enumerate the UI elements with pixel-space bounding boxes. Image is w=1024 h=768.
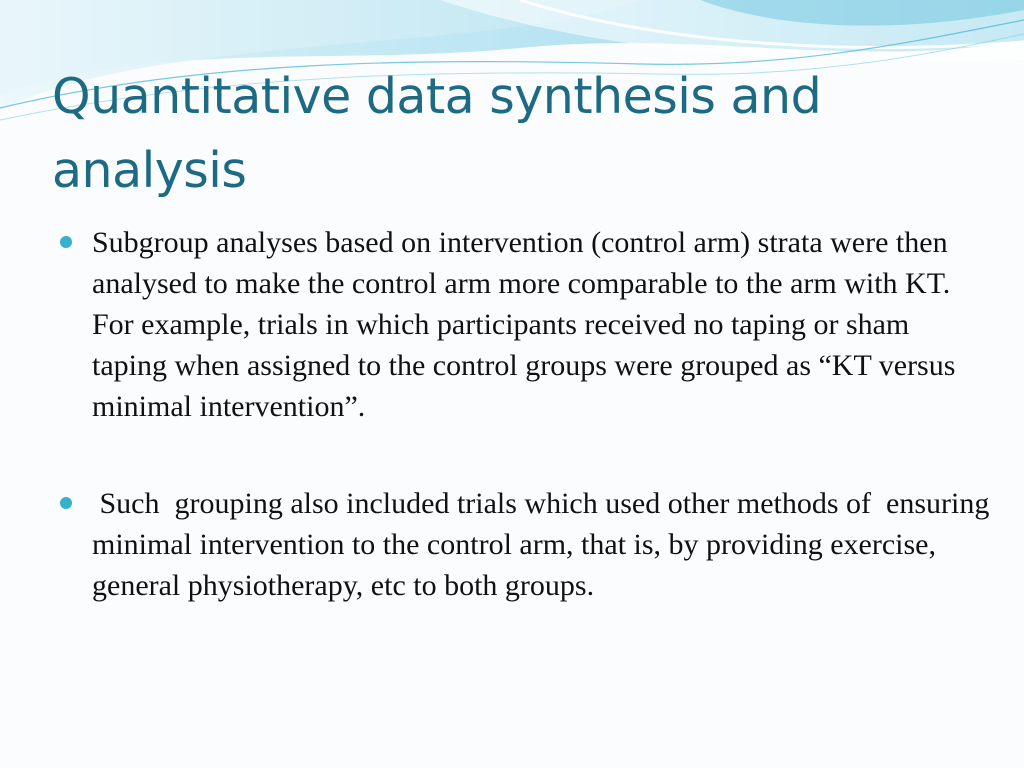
bullet-item	[60, 222, 990, 427]
slide-title: Quantitative data synthesis and analysis	[52, 68, 822, 199]
bullet-item	[60, 483, 997, 606]
bullet-list	[60, 222, 997, 606]
bullet-dot-icon	[60, 236, 72, 248]
bullet-text: Subgroup analyses based on intervention (control arm) strata were then analysed to make the control arm more comparable to the arm with KT. For example, trials in which participants received no taping or sham taping when assigned to the control groups were grouped as “KT versus minimal intervention”.	[92, 226, 963, 423]
bullet-dot-icon	[60, 497, 72, 509]
bullet-text: Such grouping also included trials which used other methods of ensuring minimal intervention to the control arm, that is, by providing exercise, general physiotherapy, etc to both groups.	[92, 487, 997, 602]
